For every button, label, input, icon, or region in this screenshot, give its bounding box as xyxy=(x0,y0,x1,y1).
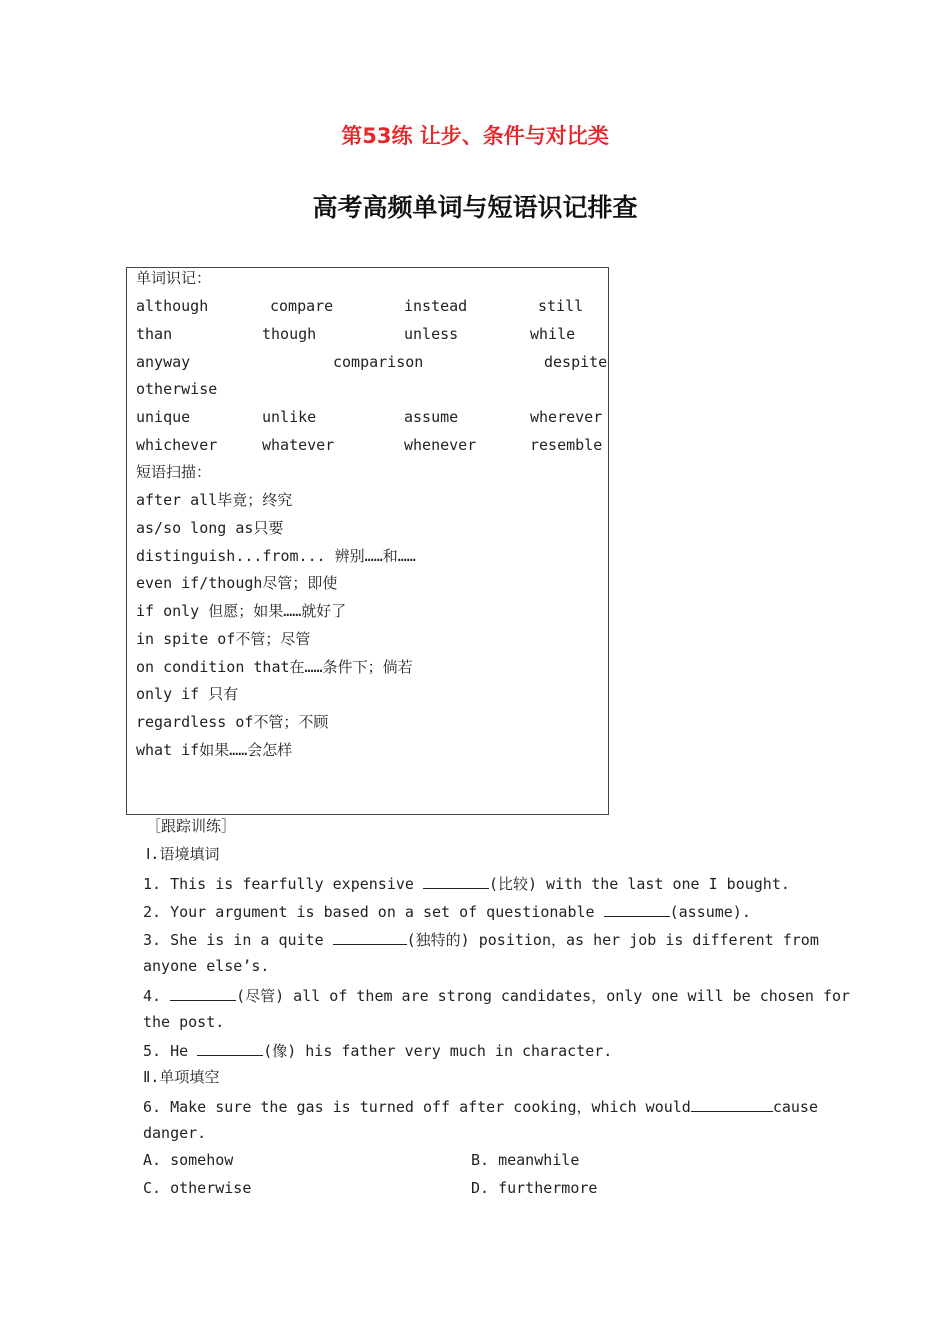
word: resemble xyxy=(530,436,603,454)
word: whenever xyxy=(404,436,477,454)
word: though xyxy=(262,325,317,343)
word: compare xyxy=(270,297,334,315)
page-subtitle: 高考高频单词与短语识记排查 xyxy=(312,193,638,222)
word: otherwise xyxy=(136,380,218,398)
phrase-item: even if/though尽管；即使 xyxy=(136,574,338,592)
practice-heading: ［跟踪训练］ xyxy=(146,817,237,835)
word: comparison xyxy=(333,353,424,371)
section-1-title: Ⅰ.语境填词 xyxy=(146,845,220,863)
question-3: 3. She is in a quite (独特的) position，as her job is different from xyxy=(143,931,819,949)
phrase-item: after all毕竟；终究 xyxy=(136,491,293,509)
phrases-heading: 短语扫描： xyxy=(136,463,212,481)
vocab-box xyxy=(126,267,609,815)
phrase-item: what if如果……会怎样 xyxy=(136,741,293,759)
word: whatever xyxy=(262,436,335,454)
phrase-item: if only 但愿；如果……就好了 xyxy=(136,602,347,620)
option-a[interactable]: A. somehow xyxy=(143,1151,234,1169)
word: still xyxy=(538,297,584,315)
question-4: 4. (尽管) all of them are strong candidates，only one will be chosen for xyxy=(143,987,851,1005)
question-4-continuation: the post. xyxy=(143,1013,225,1031)
answer-blank[interactable] xyxy=(170,985,236,1001)
phrase-item: on condition that在……条件下；倘若 xyxy=(136,658,413,676)
word: wherever xyxy=(530,408,603,426)
word: unlike xyxy=(262,408,317,426)
option-d[interactable]: D. furthermore xyxy=(471,1179,598,1197)
word: anyway xyxy=(136,353,191,371)
phrase-item: as/so long as只要 xyxy=(136,519,284,537)
question-3-continuation: anyone else’s. xyxy=(143,957,270,975)
word: unique xyxy=(136,408,191,426)
question-6: 6. Make sure the gas is turned off after cooking，which would cause xyxy=(143,1098,818,1116)
word: assume xyxy=(404,408,459,426)
question-6-continuation: danger. xyxy=(143,1124,207,1142)
answer-blank[interactable] xyxy=(691,1096,773,1112)
word: although xyxy=(136,297,209,315)
option-b[interactable]: B. meanwhile xyxy=(471,1151,580,1169)
section-2-title: Ⅱ.单项填空 xyxy=(143,1068,220,1086)
answer-blank[interactable] xyxy=(333,929,407,945)
answer-blank[interactable] xyxy=(197,1040,263,1056)
answer-blank[interactable] xyxy=(604,901,670,917)
option-c[interactable]: C. otherwise xyxy=(143,1179,252,1197)
phrase-item: only if 只有 xyxy=(136,685,239,703)
question-2: 2. Your argument is based on a set of questionable (assume). xyxy=(143,903,751,921)
word: whichever xyxy=(136,436,218,454)
word: despite xyxy=(544,353,608,371)
phrase-item: distinguish...from... 辨别……和…… xyxy=(136,547,416,565)
question-1: 1. This is fearfully expensive (比较) with the last one I bought. xyxy=(143,875,790,893)
words-heading: 单词识记： xyxy=(136,269,212,287)
word: unless xyxy=(404,325,459,343)
answer-blank[interactable] xyxy=(423,873,489,889)
word: while xyxy=(530,325,576,343)
lesson-title: 第53练 让步、条件与对比类 xyxy=(341,124,609,148)
phrase-item: in spite of不管；尽管 xyxy=(136,630,311,648)
word: instead xyxy=(404,297,468,315)
word: than xyxy=(136,325,173,343)
question-5: 5. He (像) his father very much in character. xyxy=(143,1042,613,1060)
phrase-item: regardless of不管；不顾 xyxy=(136,713,329,731)
